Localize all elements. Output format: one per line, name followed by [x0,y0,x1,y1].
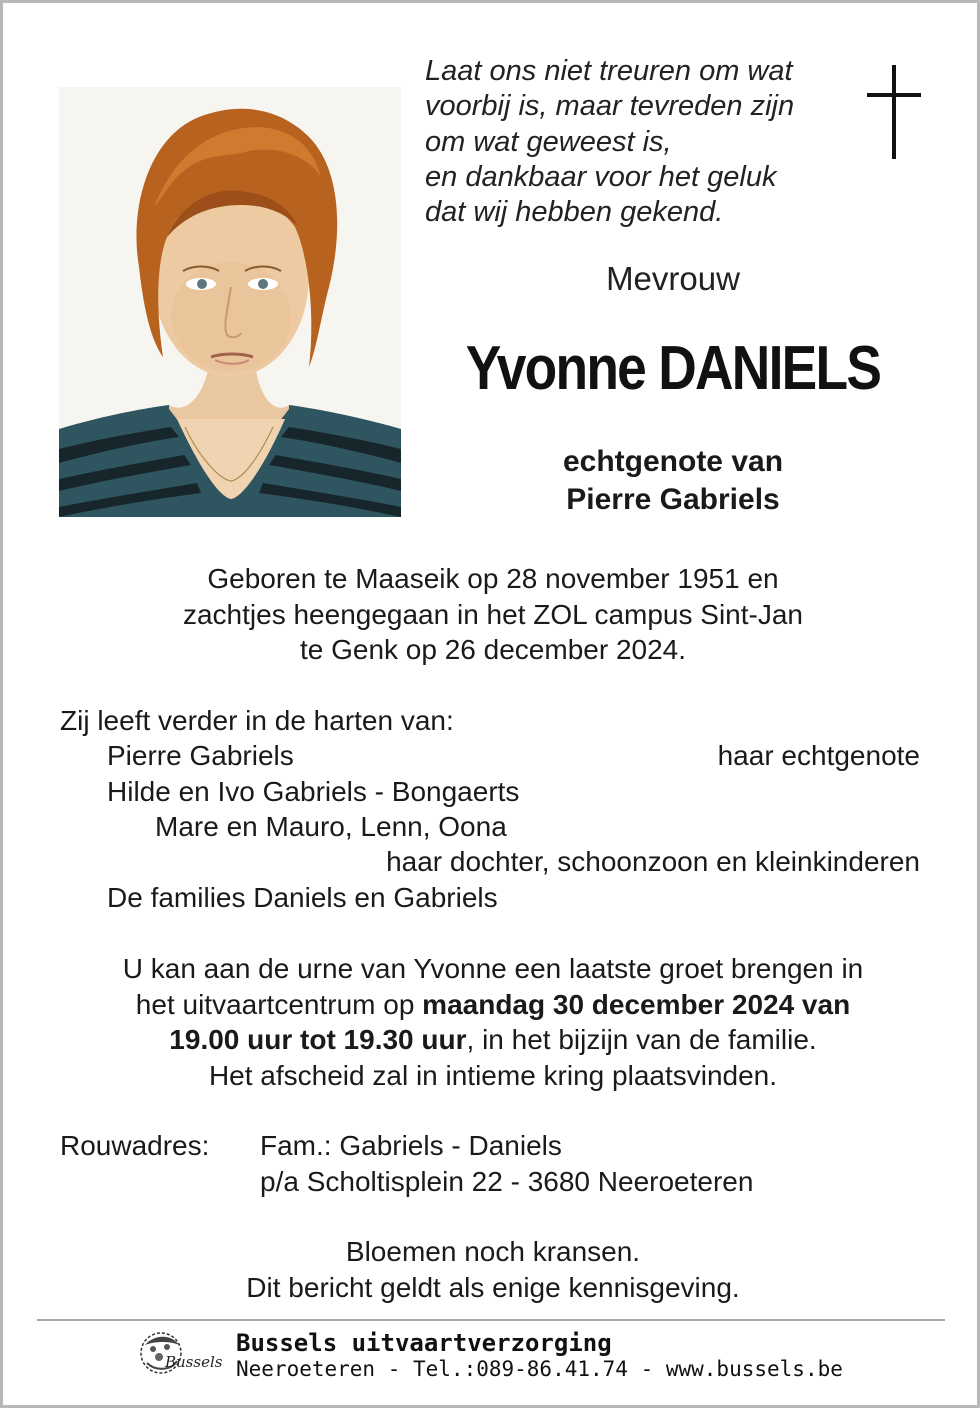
funeral-text: , in het bijzijn van de familie. [466,1024,817,1056]
bussels-logo [131,1325,223,1385]
funeral-line: U kan aan de urne van Yvonne een laatste groet brengen in [122,953,864,984]
family-families: De families Daniels en Gabriels [107,882,498,913]
address-label: Rouwadres: [60,1130,210,1161]
company-contact: Neeroeteren - Tel.:089-86.41.74 - www.bussels.be [236,1357,843,1381]
poem [425,54,865,230]
funeral-line [33,987,953,1023]
logo-text: Bussels [165,1353,223,1371]
closing-notice [63,1234,923,1305]
family-daughter: Hilde en Ivo Gabriels - Bongaerts [107,776,520,807]
family-intro: Zij leeft verder in de harten van: [60,705,454,736]
closing-line: Bloemen noch kransen. [345,1236,641,1267]
poem-line: voorbij is, maar tevreden zijn [425,90,795,123]
family-spouse: Pierre Gabriels [107,740,294,771]
funeral-text: het uitvaartcentrum op [135,988,423,1020]
cross-icon [865,63,923,163]
address-line: p/a Scholtisplein 22 - 3680 Neeroeteren [260,1166,754,1197]
family-spouse-relation: haar echtgenote [717,740,920,771]
portrait-photo [59,87,401,517]
birth-death-notice [63,561,923,668]
funeral-line [33,1022,953,1058]
poem-line: dat wij hebben gekend. [425,196,724,229]
closing-line: Dit bericht geldt als enige kennisgeving. [246,1271,740,1303]
family-grandchildren: Mare en Mauro, Lenn, Oona [155,811,507,842]
honorific: Mevrouw [606,260,740,297]
birth-death-line: te Genk op 26 december 2024. [299,634,687,665]
spouse-name: Pierre Gabriels [566,483,780,516]
birth-death-line: Geboren te Maaseik op 28 november 1951 en [207,563,779,594]
funeral-time: 19.00 uur tot 19.30 uur [169,1024,467,1056]
address-line: Fam.: Gabriels - Daniels [260,1130,562,1161]
poem-line: en dankbaar voor het geluk [425,160,777,193]
deceased-name: Yvonne DANIELS [465,334,881,403]
footer-divider [37,1319,945,1321]
poem-line: Laat ons niet treuren om wat [425,55,793,87]
spouse-intro: echtgenote van [562,445,784,478]
funeral-info [33,951,953,1093]
poem-line: om wat geweest is, [425,125,672,158]
family-daughter-relation: haar dochter, schoonzoon en kleinkinderen [386,846,920,877]
funeral-date: maandag 30 december 2024 van [422,988,851,1020]
birth-death-line: zachtjes heengegaan in het ZOL campus Sint-Jan [182,598,803,630]
funeral-line: Het afscheid zal in intieme kring plaatsvinden. [208,1059,778,1091]
portrait-illustration [59,87,401,517]
company-name: Bussels uitvaartverzorging [236,1329,612,1357]
